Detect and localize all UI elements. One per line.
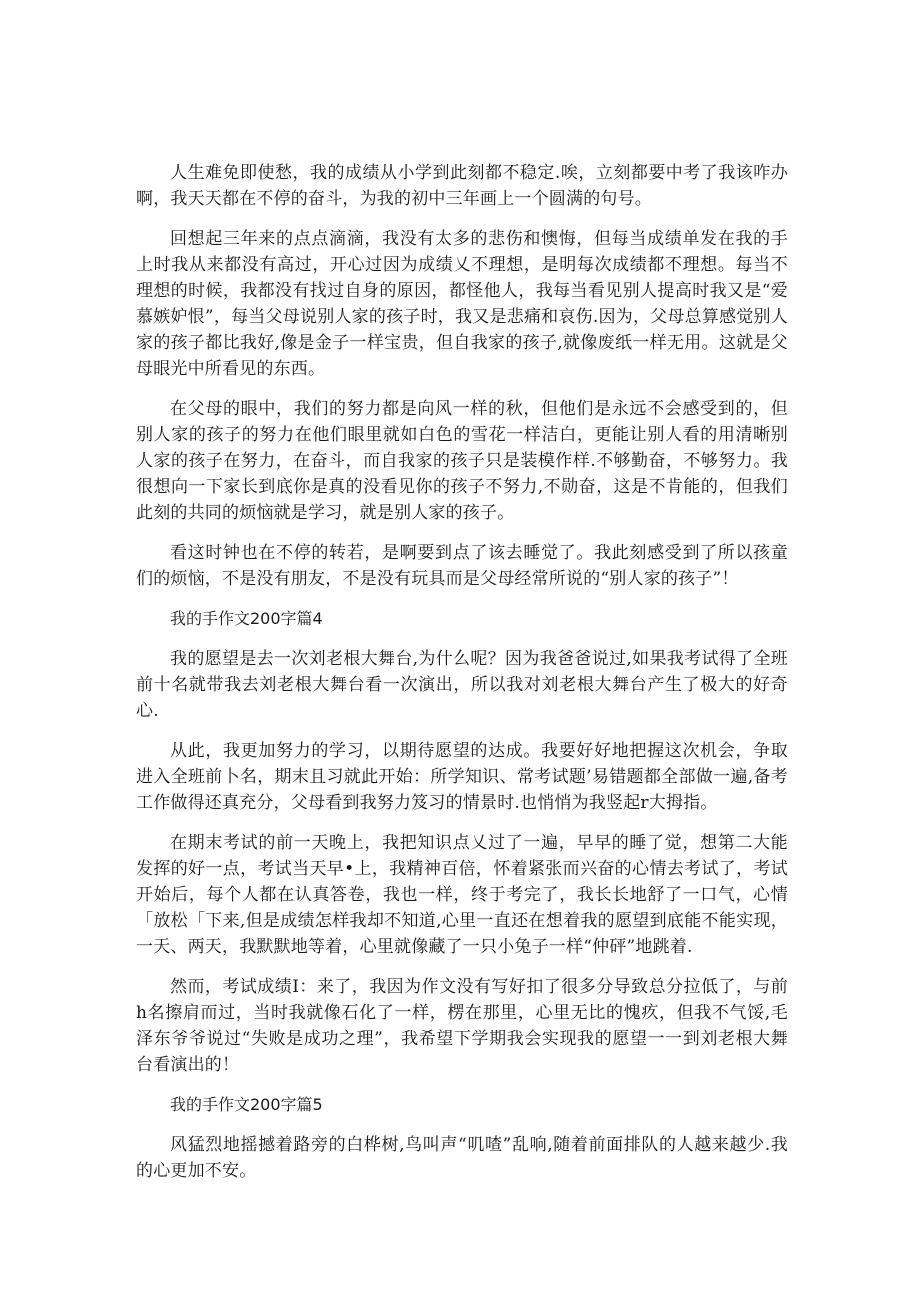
paragraph: 我的愿望是去一次刘老根大舞台,为什么呢？因为我爸爸说过,如果我考试得了全班前十名就带我去刘老根大舞台看一次演出，所以我对刘老根大舞台产生了极大的好奇心. [136, 649, 788, 721]
paragraph: 在父母的眼中，我们的努力都是向风一样的秋，但他们是永远不会感受到的，但别人家的孩子的努力在他们眼里就如白色的雪花一样洁白，更能让别人看的用清晰别人家的孩子在努力，在奋斗，而自我家的孩子只是装模作样.不够勤奋，不够努力。我很想向一下家长到底你是真的没看见你的孩子不努力,不勋奋，这是不肯能的，但我们此刻的共同的烦恼就是学习，就是别人家的孩子。 [136, 399, 788, 523]
section-heading-4: 我的手作文200字篇4 [170, 609, 323, 628]
paragraph: 回想起三年来的点点滴滴，我没有太多的悲伤和懊悔，但每当成绩单发在我的手上时我从来都没有高过，开心过因为成绩乂不理想，是明每次成绩都不理想。每当不理想的时候，我都没有找过自身的原因，都怪他人，我每当看见别人提高时我又是“爱慕嫉妒恨”，每当父母说别人家的孩子时，我又是悲痛和哀伤.因为，父母总算感觉别人家的孩子都比我好,像是金子一样宝贵，但自我家的孩子,就像废纸一样无用。这就是父母眼光中所看见的东西。 [136, 229, 788, 379]
paragraph: 从此，我更加努力的学习，以期待愿望的达成。我要好好地把握这次机会，争取进入全班前卜名，期末且习就此开始：所学知识、常考试题’易错题都全部做一遍,备考工作做得还真充分，父母看到我努力笈习的情景时.也悄悄为我竖起r大拇指。 [136, 741, 788, 813]
paragraph: 人生难免即使愁，我的成绩从小学到此刻都不稳定.唉，立刻都要中考了我该咋办啊，我天天都在不停的奋斗，为我的初中三年画上一个圆满的句号。 [136, 163, 788, 209]
paragraph: 风猛烈地摇撼着路旁的白桦树,鸟叫声“叽喳”乱响,随着前面排队的人越来越少.我的心更加不安。 [136, 1135, 788, 1181]
section-heading-5: 我的手作文200字篇5 [170, 1095, 323, 1114]
paragraph: 看这时钟也在不停的转若，是啊要到点了该去睡觉了。我此刻感受到了所以孩童们的烦恼，不是没有朋友，不是没有玩具而是父母经常所说的“别人家的孩子”！ [136, 543, 788, 589]
document-body [136, 160, 788, 1198]
paragraph: 在期末考试的前一天晚上，我把知识点乂过了一遍，早早的睡了觉，想第二大能发挥的好一点，考试当天早•上，我精神百倍，怀着紧张而兴奋的心情去考试了，考试开始后，每个人都在认真答卷，我也一样，终于考完了，我长长地舒了一口气，心情「放松「下来,但是成绩怎样我却不知道,心里一直还在想着我的愿望到底能不能实现，一天、两天，我默默地等着，心里就像藏了一只小兔子一样“仲砰”地跳着. [136, 833, 788, 957]
paragraph: 然而，考试成绩I：来了，我因为作文没有写好扣了很多分导致总分拉低了，与前h名擦肩而过，当时我就像石化了一样，楞在那里，心里无比的愧疚，但我不气馁,毛泽东爷爷说过“失败是成功之理”，我希望下学期我会实现我的愿望一一到刘老根大舞台看演出的！ [136, 977, 788, 1075]
